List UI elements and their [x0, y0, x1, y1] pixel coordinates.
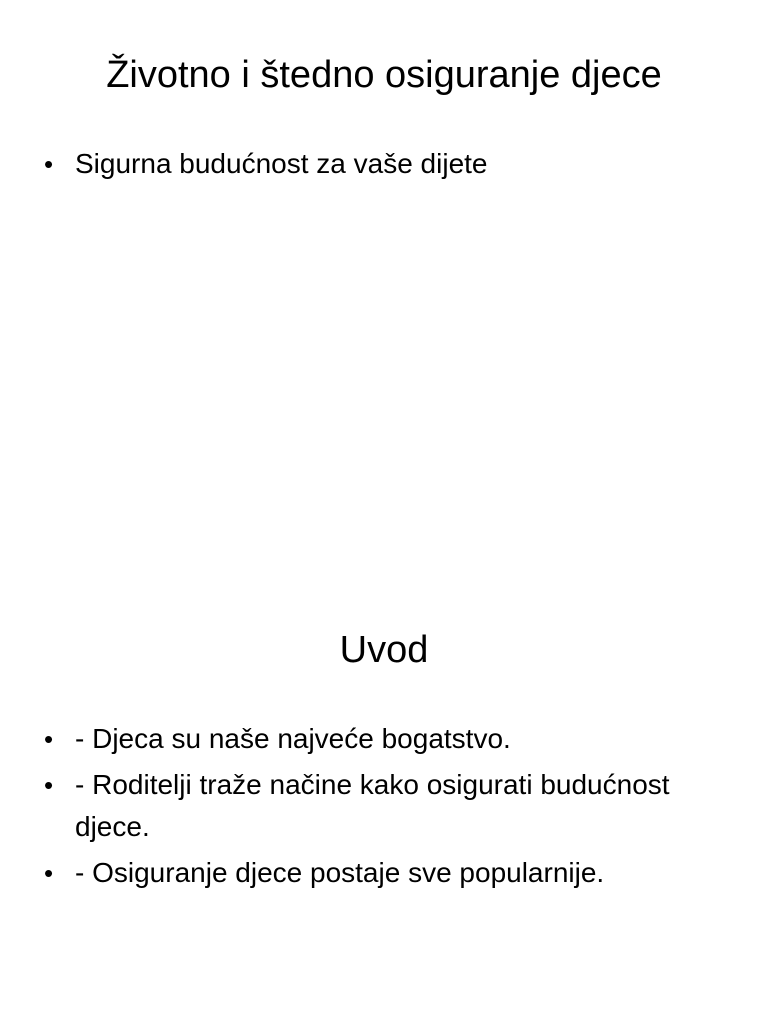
bullet-text: - Djeca su naše najveće bogatstvo.	[75, 723, 511, 754]
bullet-item	[44, 143, 724, 185]
bullet-text: - Osiguranje djece postaje sve popularnije.	[75, 857, 605, 888]
slide-title: Uvod	[339, 629, 429, 671]
bullet-text: Sigurna budućnost za vaše dijete	[75, 148, 488, 179]
bullet-list	[44, 143, 724, 189]
bullet-icon: •	[44, 149, 54, 179]
bullet-text: - Roditelji traže načine kako osigurati budućnost djece.	[75, 769, 670, 842]
slide-title: Životno i štedno osiguranje djece	[106, 54, 662, 96]
bullet-item	[44, 718, 724, 760]
bullet-icon: •	[44, 858, 54, 888]
bullet-list	[44, 718, 724, 898]
bullet-item	[44, 852, 724, 894]
bullet-icon: •	[44, 770, 54, 800]
bullet-icon: •	[44, 724, 54, 754]
slide-2	[0, 512, 768, 1024]
bullet-item	[44, 764, 724, 848]
